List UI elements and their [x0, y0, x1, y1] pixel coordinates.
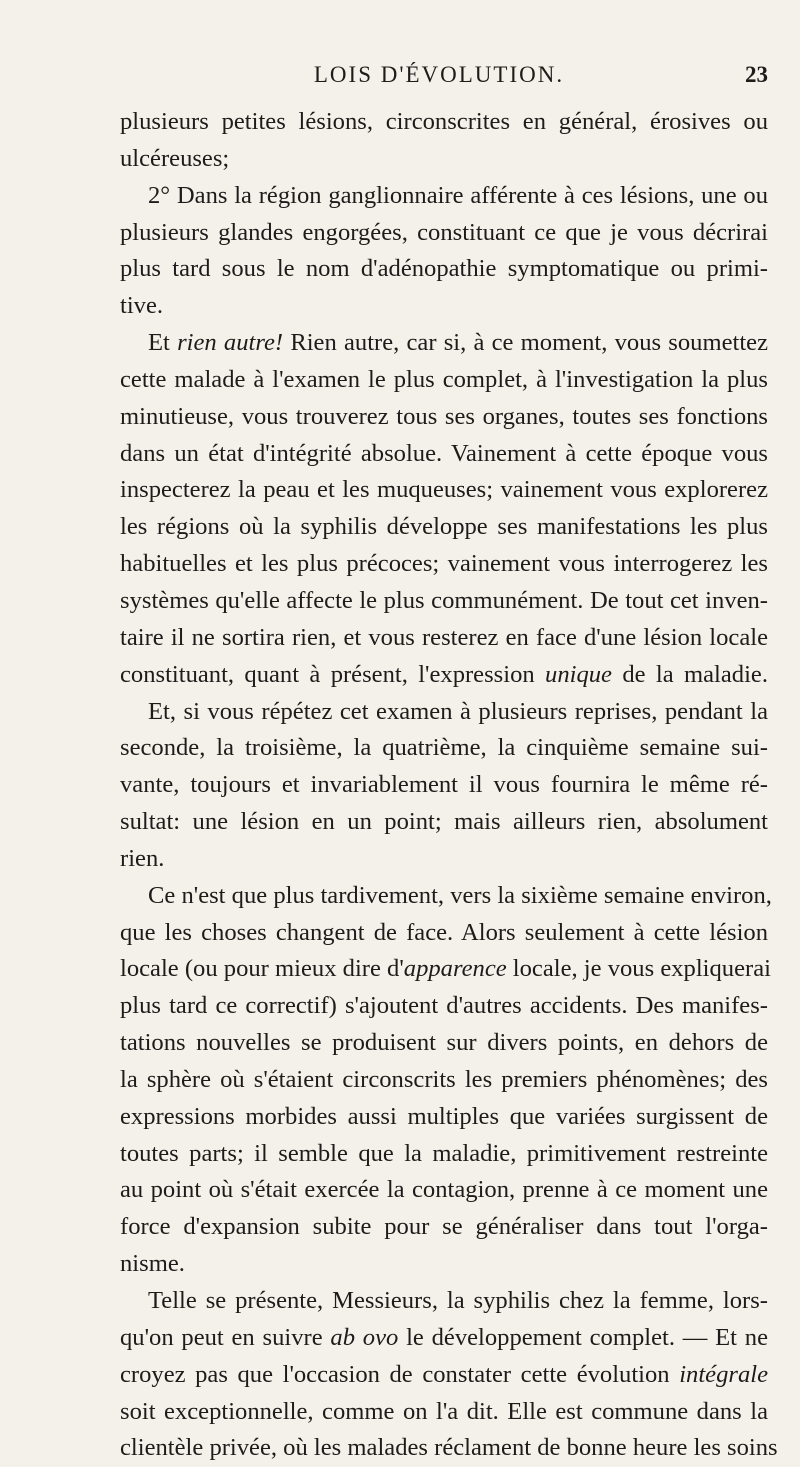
body-text [120, 104, 778, 1467]
text-line: plus tard sous le nom d'adénopathie symptomatique ou primi- [120, 255, 768, 283]
text-line: expressions morbides aussi multiples que variées surgissent de [120, 1102, 768, 1130]
text-line [120, 951, 771, 988]
text-line [120, 657, 768, 694]
text-run: locale, je vous expliquerai [506, 955, 771, 983]
text-line: Et, si vous répétez cet examen à plusieurs reprises, pendant la [148, 697, 768, 725]
text-line: Ce n'est que plus tardivement, vers la sixième semaine environ, [148, 881, 772, 909]
text-line: plusieurs glandes engorgées, constituant ce que je vous décrirai [120, 218, 768, 246]
text-line: dans un état d'intégrité absolue. Vainement à cette époque vous [120, 439, 768, 467]
text-line: vante, toujours et invariablement il vous fournira le même ré- [120, 771, 768, 799]
text-line: systèmes qu'elle affecte le plus communément. De tout cet inven- [120, 586, 768, 614]
text-run: de la maladie. [611, 660, 768, 688]
text-line [120, 1357, 768, 1394]
italic-phrase: rien autre! [177, 329, 284, 357]
text-line: cette malade à l'examen le plus complet, à l'investigation la plus [120, 365, 768, 393]
text-line: seconde, la troisième, la quatrième, la cinquième semaine sui- [120, 734, 768, 762]
text-line: plusieurs petites lésions, circonscrites en général, érosives ou [120, 108, 768, 135]
text-line: minutieuse, vous trouverez tous ses organes, toutes ses fonctions [120, 402, 768, 430]
text-line: les régions où la syphilis développe ses manifestations les plus [120, 513, 768, 541]
running-head [110, 62, 768, 96]
text-line: Telle se présente, Messieurs, la syphilis chez la femme, lors- [148, 1287, 768, 1314]
text-run: Et [148, 329, 178, 357]
text-line: plus tard ce correctif) s'ajoutent d'autres accidents. Des manifes- [120, 992, 768, 1020]
italic-phrase: apparence [403, 955, 507, 983]
text-line: la sphère où s'étaient circonscrits les premiers phénomènes; des [120, 1065, 768, 1093]
running-title: LOIS D'ÉVOLUTION. [313, 62, 565, 87]
text-run: locale (ou pour mieux dire d' [120, 955, 404, 983]
text-line: tive. [120, 292, 164, 320]
text-line: sultat: une lésion en un point; mais ailleurs rien, absolument [120, 808, 768, 836]
text-line: habituelles et les plus précoces; vainement vous interrogerez les [120, 550, 768, 578]
text-run: Rien autre, car si, à ce moment, vous soumettez [283, 329, 768, 357]
text-line: au point où s'était exercée la contagion, prenne à ce moment une [120, 1176, 768, 1204]
text-line [120, 1320, 768, 1357]
text-line: force d'expansion subite pour se généraliser dans tout l'orga- [120, 1213, 768, 1241]
text-line: ulcéreuses; [120, 144, 230, 172]
text-line: rien. [120, 844, 165, 872]
text-line: nisme. [120, 1250, 185, 1278]
text-run: croyez pas que l'occasion de constater cette évolution [120, 1360, 680, 1388]
page-number: 23 [745, 62, 768, 87]
text-line: clientèle privée, où les malades réclament de bonne heure les soins [120, 1434, 778, 1462]
text-run: qu'on peut en suivre [120, 1323, 331, 1351]
italic-phrase: unique [545, 660, 612, 688]
text-line [120, 325, 768, 362]
text-line: tations nouvelles se produisent sur divers points, en dehors de [120, 1029, 768, 1057]
text-line: que les choses changent de face. Alors seulement à cette lésion [120, 918, 768, 946]
text-line: 2° Dans la région ganglionnaire afférente à ces lésions, une ou [148, 181, 768, 209]
text-line: taire il ne sortira rien, et vous resterez en face d'une lésion locale [120, 623, 768, 651]
italic-phrase: intégrale [679, 1360, 768, 1388]
italic-phrase: ab ovo [330, 1323, 399, 1351]
text-line: toutes parts; il semble que la maladie, primitivement restreinte [120, 1139, 768, 1167]
text-run: constituant, quant à présent, l'expression [120, 660, 546, 688]
text-run: le développement complet. — Et ne [398, 1323, 768, 1351]
text-line: inspecterez la peau et les muqueuses; vainement vous explorerez [120, 476, 768, 504]
text-line: soit exceptionnelle, comme on l'a dit. Elle est commune dans la [120, 1397, 768, 1425]
